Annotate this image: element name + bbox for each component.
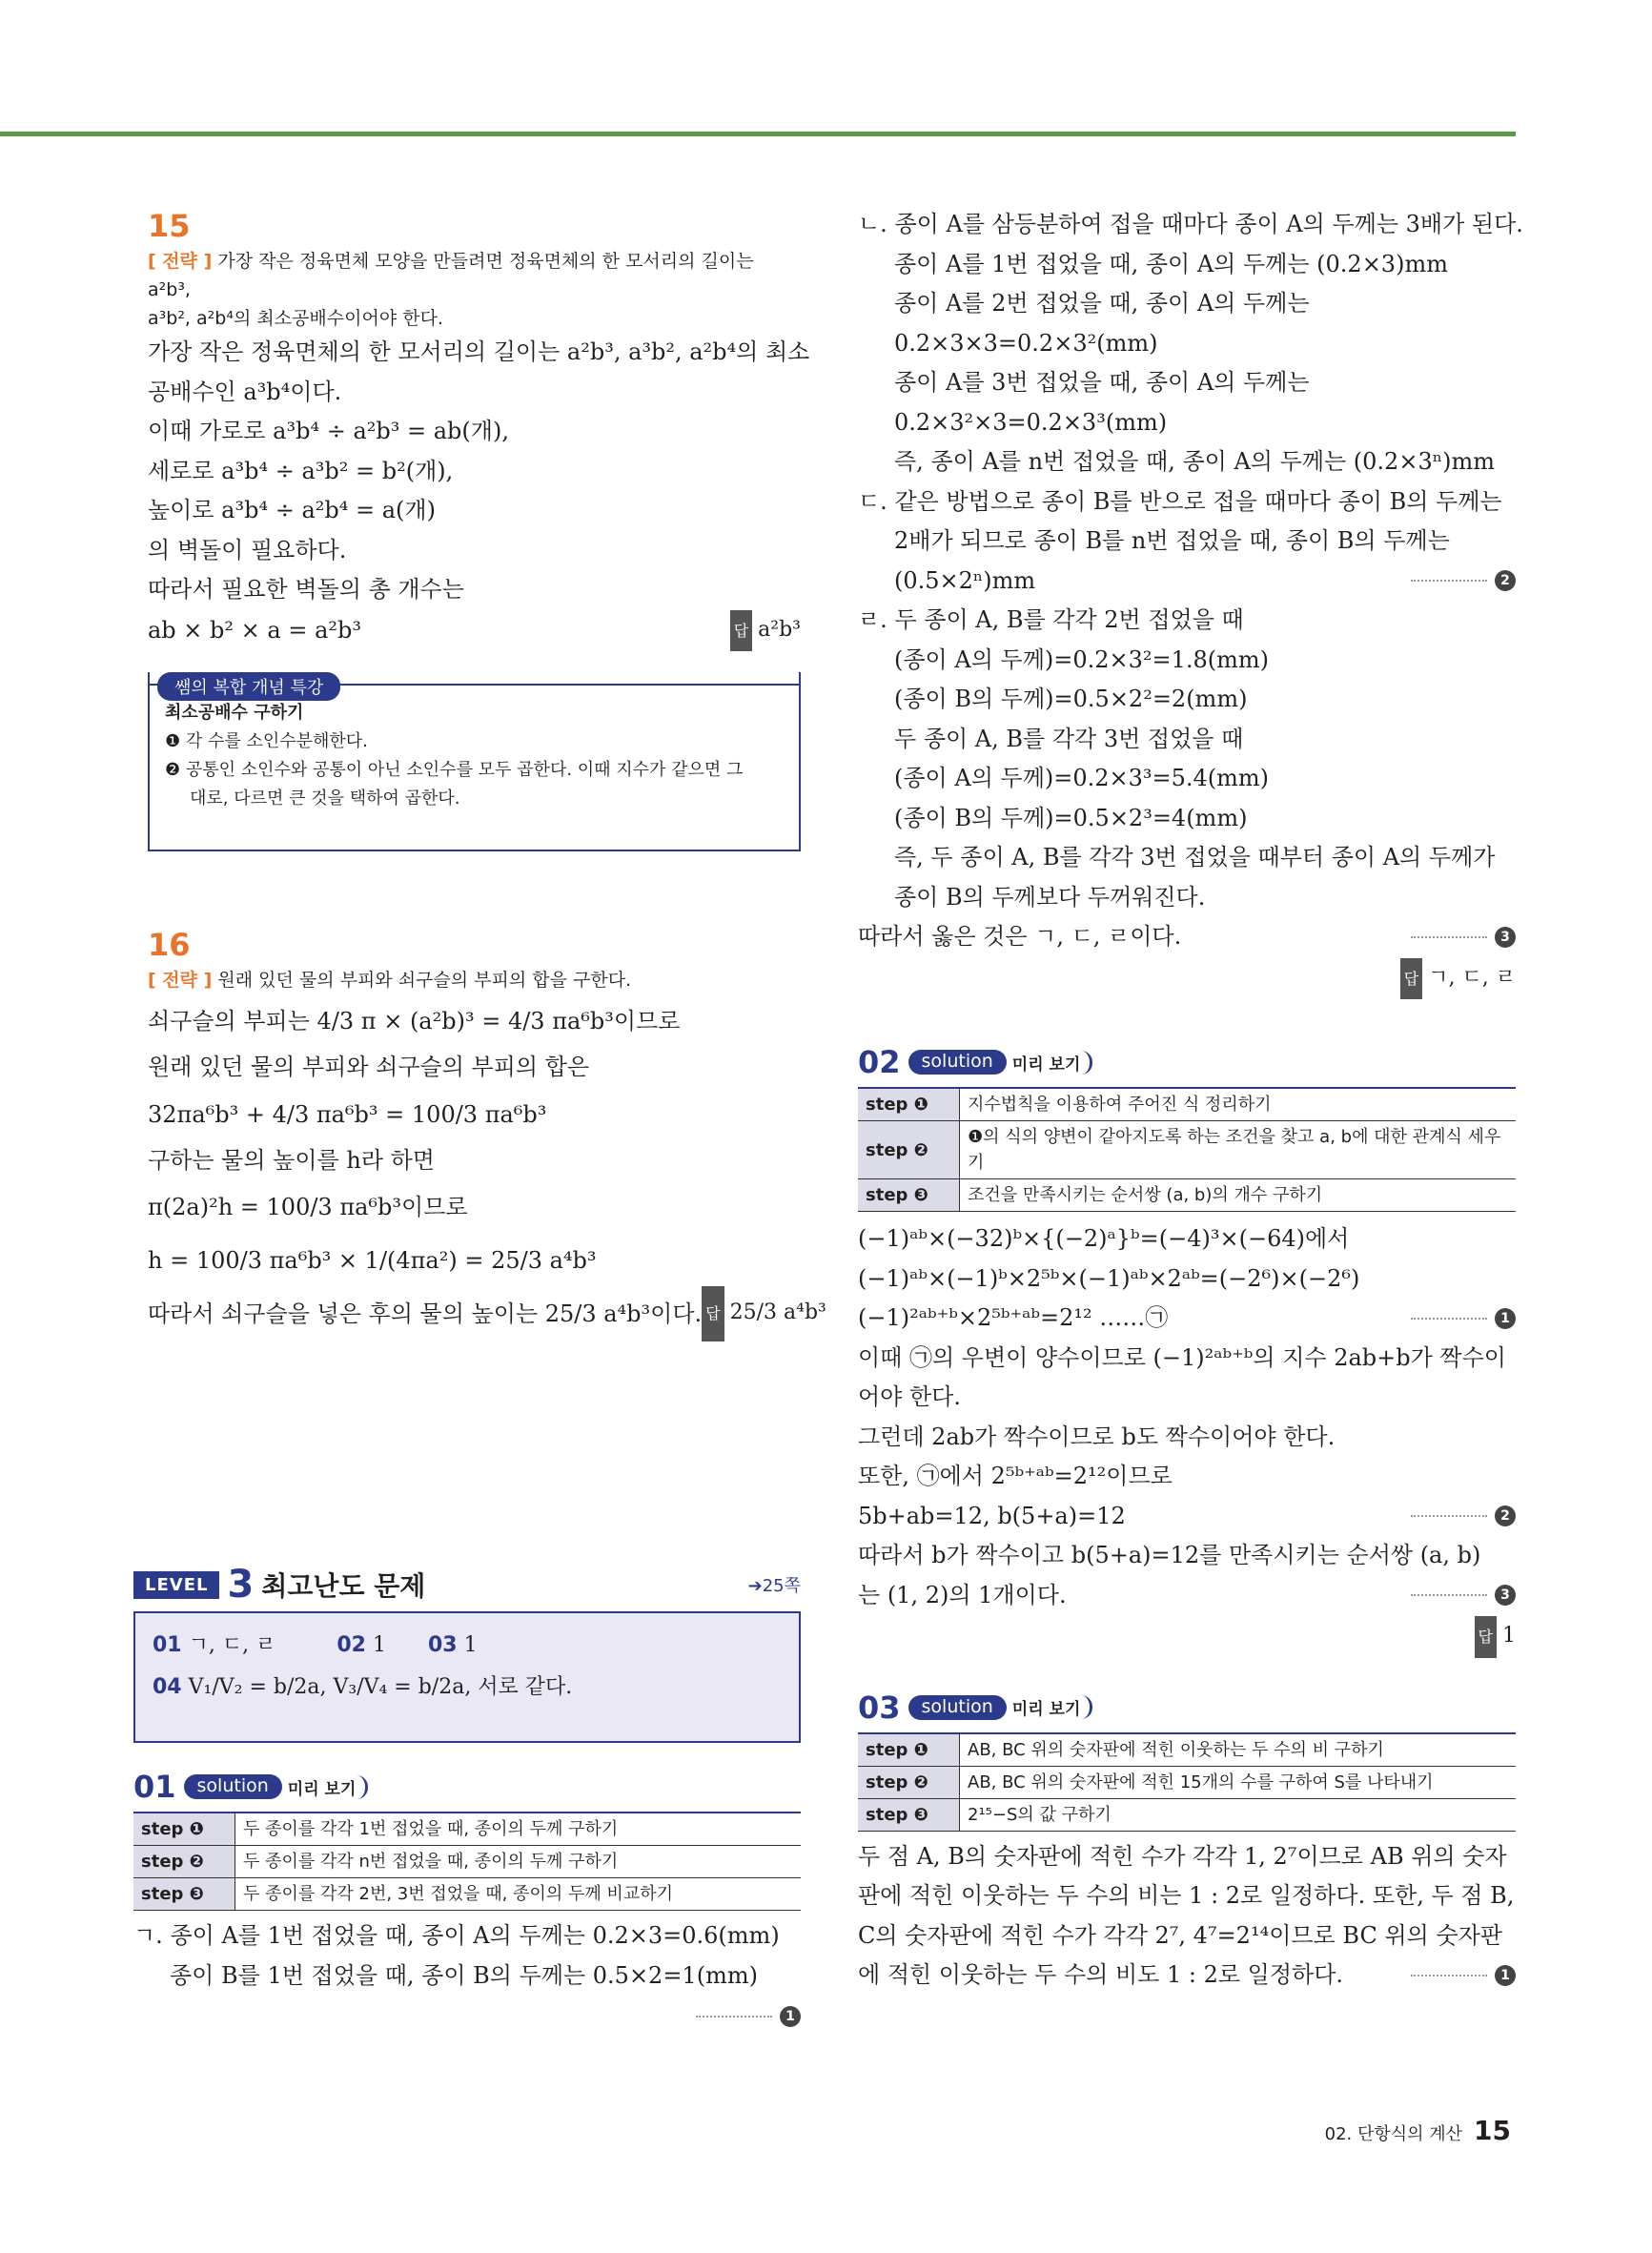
solution-line: 구하는 물의 높이를 h라 하면 <box>148 1146 435 1174</box>
answer-icon: 답 <box>702 1286 724 1342</box>
concept-heading: 최소공배수 구하기 <box>165 703 304 723</box>
page-number: 15 <box>1474 2115 1511 2146</box>
solution-line: h = 100/3 πa⁶b³ × 1/(4πa²) = 25/3 a⁴b³ <box>148 1247 597 1274</box>
answer-key-line <box>153 1625 782 1667</box>
step-number-icon: 3 <box>1495 927 1516 948</box>
solution-preview-01 <box>133 1766 801 1808</box>
page-reference: ➔25쪽 <box>747 1576 801 1596</box>
solution-line: 판에 적힌 이웃하는 두 수의 비는 1 : 2로 일정하다. 또한, 두 점 B, <box>858 1882 1515 1909</box>
final-expression: 따라서 쇠구슬을 넣은 후의 물의 높이는 25/3 a⁴b³이다. <box>148 1301 703 1327</box>
answer-row <box>858 957 1516 1000</box>
solution-line: 따라서 필요한 벽돌의 총 개수는 <box>148 576 464 603</box>
answer-icon: 답 <box>730 610 752 652</box>
solution-line: 공배수인 a³b⁴이다. <box>148 378 342 405</box>
step-text: 두 종이를 각각 1번 접었을 때, 종이의 두께 구하기 <box>235 1813 802 1846</box>
step-text: AB, BC 위의 숫자판에 적힌 15개의 수를 구하여 S를 나타내기 <box>960 1766 1517 1798</box>
step-label: step ❸ <box>858 1798 960 1831</box>
strategy-tag: [ 전략 ] <box>148 251 213 272</box>
top-rule <box>0 132 1516 136</box>
table-row <box>858 1766 1516 1798</box>
level-3-section <box>133 1564 801 2027</box>
concept-box <box>148 672 801 851</box>
solution-line-marked <box>858 1497 1516 1537</box>
step-mark <box>1411 1965 1516 1986</box>
step-number-icon: 3 <box>1495 1585 1516 1606</box>
solution-text: 에 적힌 이웃하는 두 수의 비도 1 : 2로 일정하다. <box>858 1961 1344 1988</box>
answer-key-num: 01 <box>153 1633 182 1657</box>
dotted-leader <box>1411 1594 1487 1596</box>
step-number-icon: 1 <box>1495 1965 1516 1986</box>
step-text: 두 종이를 각각 n번 접었을 때, 종이의 두께 구하기 <box>235 1846 802 1878</box>
solution-line: 원래 있던 물의 부피와 쇠구슬의 부피의 합은 <box>148 1054 590 1080</box>
solution-line: 두 점 A, B의 숫자판에 적힌 수가 각각 1, 2⁷이므로 AB 위의 숫자 <box>858 1842 1507 1870</box>
solution-line: 즉, 두 종이 A, B를 각각 3번 접었을 때부터 종이 A의 두께가 <box>894 844 1496 870</box>
problem-number-15: 15 <box>148 208 191 244</box>
step-text: 조건을 만족시키는 순서쌍 (a, b)의 개수 구하기 <box>960 1179 1517 1212</box>
step-label: step ❶ <box>858 1733 960 1767</box>
step-label: step ❶ <box>858 1088 960 1121</box>
answer-key-num: 02 <box>337 1633 366 1657</box>
solution-line: 32πa⁶b³ + 4/3 πa⁶b³ = 100/3 πa⁶b³ <box>148 1100 547 1128</box>
steps-table-03 <box>858 1732 1516 1832</box>
step-number-icon: 2 <box>1495 570 1516 591</box>
strategy-16 <box>148 966 801 994</box>
solution-text: 는 (1, 2)의 1개이다. <box>858 1581 1067 1608</box>
solution-line: C의 숫자판에 적힌 수가 각각 2⁷, 4⁷=2¹⁴이므로 BC 위의 숫자판 <box>858 1921 1502 1949</box>
solution-pill: solution <box>184 1774 282 1799</box>
concept-badge: 쌤의 복합 개념 특강 <box>157 672 340 701</box>
solution-line: (−1)ᵃᵇ×(−32)ᵇ×{(−2)ᵃ}ᵇ=(−4)³×(−64)에서 <box>858 1225 1350 1252</box>
solution-line: 두 종이 A, B를 각각 3번 접었을 때 <box>894 725 1244 752</box>
concept-item: ❶ 각 수를 소인수분해한다. <box>165 731 368 751</box>
steps-table-02 <box>858 1087 1516 1212</box>
table-row <box>133 1846 801 1878</box>
level-header <box>133 1564 801 1606</box>
solution-line: 이때 가로로 a³b⁴ ÷ a²b³ = ab(개), <box>148 418 509 444</box>
solution-preview-02 <box>858 1041 1516 1083</box>
solution-line: 그런데 2ab가 짝수이므로 b도 짝수이어야 한다. <box>858 1423 1336 1450</box>
solution-line: 가장 작은 정육면체의 한 모서리의 길이는 a²b³, a³b², a²b⁴의 최소 <box>148 338 810 365</box>
level-badge: LEVEL <box>133 1571 219 1599</box>
table-row <box>133 1813 801 1846</box>
answer-value: 1 <box>1502 1624 1516 1648</box>
step-number-icon: 1 <box>1495 1308 1516 1329</box>
dotted-leader <box>1411 1975 1487 1976</box>
solution-line: ㄴ. 종이 A를 삼등분하여 접을 때마다 종이 A의 두께는 3배가 된다. <box>858 211 1523 237</box>
answer-key-box <box>133 1611 801 1743</box>
step-label: step ❷ <box>858 1121 960 1179</box>
step-mark <box>696 2006 801 2027</box>
solution-final-line <box>148 1287 826 1341</box>
answer-row <box>858 1615 1516 1658</box>
step-number-icon: 2 <box>1495 1505 1516 1526</box>
answer-value: 25/3 a⁴b³ <box>729 1301 826 1324</box>
step-number-icon: 1 <box>780 2006 801 2027</box>
solution-line: 따라서 b가 짝수이고 b(5+a)=12를 만족시키는 순서쌍 (a, b) <box>858 1542 1481 1568</box>
answer-icon: 답 <box>1400 958 1422 1000</box>
table-row <box>133 1878 801 1911</box>
solution-line-marked <box>858 1576 1516 1616</box>
preview-label: 미리 보기 <box>1012 1051 1093 1075</box>
chapter-title: 02. 단항식의 계산 <box>1324 2124 1463 2144</box>
step-mark <box>1411 1585 1516 1606</box>
answer-key-val: V₁/V₂ = b/2a, V₃/V₄ = b/2a, 서로 같다. <box>181 1675 573 1699</box>
solution-number: 01 <box>133 1769 176 1805</box>
solution-text: (−1)²ᵃᵇ⁺ᵇ×2⁵ᵇ⁺ᵃᵇ=2¹² ……㉠ <box>858 1304 1169 1331</box>
right-column <box>858 205 1523 1996</box>
solution-text: (0.5×2ⁿ)mm <box>894 566 1036 594</box>
solution-line: (종이 B의 두께)=0.5×2³=4(mm) <box>894 804 1248 831</box>
concept-item: 대로, 다르면 큰 것을 택하여 곱한다. <box>190 789 460 809</box>
solution-line: 높이로 a³b⁴ ÷ a²b⁴ = a(개) <box>148 497 436 523</box>
step-mark <box>1411 1308 1516 1329</box>
answer-16 <box>702 1286 826 1342</box>
answer-15 <box>730 610 801 652</box>
answer-key-val: 1 <box>457 1633 478 1657</box>
step-label: step ❷ <box>858 1766 960 1798</box>
table-row <box>858 1798 1516 1831</box>
level-title: 최고난도 문제 <box>261 1570 426 1602</box>
solution-final-line <box>148 610 801 652</box>
solution-line: 종이 A를 1번 접었을 때, 종이 A의 두께는 (0.2×3)mm <box>894 250 1448 277</box>
table-row <box>858 1179 1516 1212</box>
solution-line-marked <box>858 1299 1516 1339</box>
solution-line-marked <box>858 562 1516 602</box>
page-footer <box>1325 2115 1511 2146</box>
answer-key-num: 03 <box>427 1633 458 1657</box>
solution-line: 쇠구슬의 부피는 4/3 π × (a²b)³ = 4/3 πa⁶b³이므로 <box>148 1008 681 1034</box>
answer-key-val: 1 <box>365 1633 386 1657</box>
solution-line: 종이 A를 3번 접었을 때, 종이 A의 두께는 <box>894 369 1310 396</box>
strategy-15-cont: a³b², a²b⁴의 최소공배수이어야 한다. <box>148 308 443 329</box>
solution-line-marked <box>858 917 1516 957</box>
solution-line: 0.2×3×3=0.2×3²(mm) <box>894 329 1158 357</box>
steps-table-01 <box>133 1812 801 1911</box>
strategy-text: 원래 있던 물의 부피와 쇠구슬의 부피의 합을 구한다. <box>212 970 632 991</box>
solution-line-marked <box>858 1956 1516 1996</box>
level-number: 3 <box>227 1563 255 1607</box>
step-text: AB, BC 위의 숫자판에 적힌 이웃하는 두 수의 비 구하기 <box>960 1733 1517 1767</box>
preview-label: 미리 보기 <box>288 1775 369 1799</box>
solution-number: 02 <box>858 1044 901 1080</box>
answer-02 <box>1475 1624 1516 1648</box>
dotted-leader <box>1411 580 1487 582</box>
dotted-leader <box>696 2016 772 2017</box>
answer-01 <box>1400 966 1516 990</box>
final-expression: ab × b² × a = a²b³ <box>148 616 361 644</box>
solution-line: ㄱ. 종이 A를 1번 접었을 때, 종이 A의 두께는 0.2×3=0.6(mm) <box>133 1922 780 1949</box>
solution-line: (−1)ᵃᵇ×(−1)ᵇ×2⁵ᵇ×(−1)ᵃᵇ×2ᵃᵇ=(−2⁶)×(−2⁶) <box>858 1264 1360 1292</box>
solution-number: 03 <box>858 1689 901 1726</box>
table-row <box>858 1121 1516 1179</box>
step-label: step ❸ <box>133 1878 235 1911</box>
solution-line: 종이 B를 1번 접었을 때, 종이 B의 두께는 0.5×2=1(mm) <box>170 1961 758 1989</box>
solution-line: 어야 한다. <box>858 1383 961 1410</box>
answer-value: ㄱ, ㄷ, ㄹ <box>1428 965 1516 990</box>
solution-line: 또한, ㉠에서 2⁵ᵇ⁺ᵃᵇ=2¹²이므로 <box>858 1463 1173 1489</box>
table-row <box>858 1733 1516 1767</box>
solution-line: ㄷ. 같은 방법으로 종이 B를 반으로 접을 때마다 종이 B의 두께는 <box>858 487 1502 515</box>
strategy-15 <box>148 247 801 304</box>
solution-line: (종이 A의 두께)=0.2×3³=5.4(mm) <box>894 765 1270 791</box>
solution-line: 세로로 a³b⁴ ÷ a³b² = b²(개), <box>148 457 454 484</box>
solution-preview-03 <box>858 1687 1516 1729</box>
solution-line: 이때 ㉠의 우변이 양수이므로 (−1)²ᵃᵇ⁺ᵇ의 지수 2ab+b가 짝수이 <box>858 1343 1506 1371</box>
step-label: step ❸ <box>858 1179 960 1212</box>
preview-label: 미리 보기 <box>1012 1695 1093 1719</box>
solution-line: 종이 A를 2번 접었을 때, 종이 A의 두께는 <box>894 290 1310 317</box>
solution-line: (종이 A의 두께)=0.2×3²=1.8(mm) <box>894 645 1270 673</box>
step-mark-row <box>133 1996 801 2027</box>
solution-line: 종이 B의 두께보다 두꺼워진다. <box>894 883 1206 911</box>
solution-text: 따라서 옳은 것은 ㄱ, ㄷ, ㄹ이다. <box>858 923 1182 950</box>
strategy-tag: [ 전략 ] <box>148 970 213 991</box>
answer-icon: 답 <box>1475 1616 1497 1658</box>
step-label: step ❶ <box>133 1813 235 1846</box>
step-text: 2¹⁵−S의 값 구하기 <box>960 1798 1517 1831</box>
step-text: 두 종이를 각각 2번, 3번 접었을 때, 종이의 두께 비교하기 <box>235 1878 802 1911</box>
answer-value: a²b³ <box>758 617 801 642</box>
solution-line: (종이 B의 두께)=0.5×2²=2(mm) <box>894 686 1248 712</box>
solution-line: 즉, 종이 A를 n번 접었을 때, 종이 A의 두께는 (0.2×3ⁿ)mm <box>894 448 1495 475</box>
solution-pill: solution <box>908 1050 1007 1075</box>
solution-text: 5b+ab=12, b(5+a)=12 <box>858 1502 1126 1529</box>
step-text: ❶의 식의 양변이 같아지도록 하는 조건을 찾고 a, b에 대한 관계식 세우기 <box>960 1121 1517 1179</box>
solution-line: 의 벽돌이 필요하다. <box>148 536 347 563</box>
step-mark <box>1411 927 1516 948</box>
solution-pill: solution <box>908 1695 1007 1720</box>
problem-number-16: 16 <box>148 927 191 963</box>
step-text: 지수법칙을 이용하여 주어진 식 정리하기 <box>960 1088 1517 1121</box>
solution-line: ㄹ. 두 종이 A, B를 각각 2번 접었을 때 <box>858 606 1244 633</box>
solution-line: π(2a)²h = 100/3 πa⁶b³이므로 <box>148 1194 468 1220</box>
answer-key-num: 04 <box>153 1675 182 1699</box>
solution-line: 2배가 되므로 종이 B를 n번 접었을 때, 종이 B의 두께는 <box>894 527 1450 554</box>
answer-key-val: ㄱ, ㄷ, ㄹ <box>181 1633 276 1657</box>
strategy-text: 가장 작은 정육면체 모양을 만들려면 정육면체의 한 모서리의 길이는 a²b³, <box>148 251 754 300</box>
table-row <box>858 1088 1516 1121</box>
concept-item: ❷ 공통인 소인수와 공통이 아닌 소인수를 모두 곱한다. 이때 지수가 같으면 그 <box>165 760 744 780</box>
dotted-leader <box>1411 1515 1487 1517</box>
step-mark <box>1411 570 1516 591</box>
answer-key-line <box>153 1667 782 1709</box>
left-column <box>148 205 826 1341</box>
solution-line: 0.2×3²×3=0.2×3³(mm) <box>894 408 1168 436</box>
step-mark <box>1411 1505 1516 1526</box>
dotted-leader <box>1411 936 1487 938</box>
step-label: step ❷ <box>133 1846 235 1878</box>
dotted-leader <box>1411 1318 1487 1320</box>
